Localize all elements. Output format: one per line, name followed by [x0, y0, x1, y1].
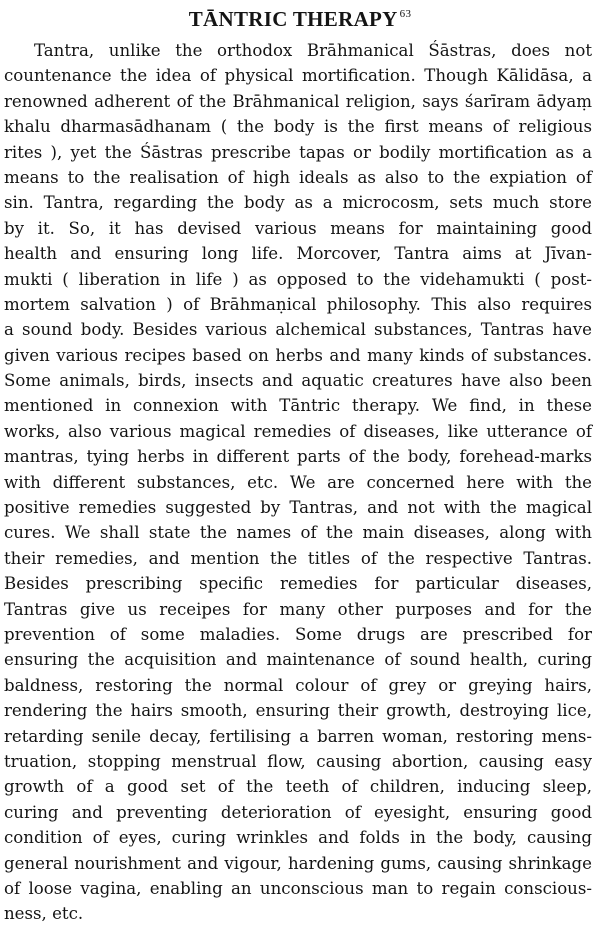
text-line: truation, stopping menstrual flow, causing abortion, causing easy [4, 751, 592, 771]
text-line: Tantras give us receipes for many other purposes and for the [4, 599, 592, 619]
text-line: prevention of some maladies. Some drugs are prescribed for [4, 624, 592, 644]
footnote-marker: 63 [399, 8, 412, 20]
text-line: by it. So, it has devised various means for maintaining good [4, 218, 592, 238]
text-line: condition of eyes, curing wrinkles and folds in the body, causing [4, 828, 592, 848]
text-line: cures. We shall state the names of the main diseases, along with [4, 523, 592, 543]
text-line: growth of a good set of the teeth of children, inducing sleep, [4, 777, 592, 797]
text-line: sin. Tantra, regarding the body as a microcosm, sets much store [4, 193, 592, 213]
text-line: khalu dharmasādhanam ( the body is the first means of religious [4, 117, 592, 137]
text-line: ensuring the acquisition and maintenance of sound health, curing [4, 650, 592, 670]
text-line: their remedies, and mention the titles of the respective Tantras. [4, 548, 592, 568]
text-line: of loose vagina, enabling an unconscious man to regain conscious- [4, 878, 592, 898]
page-title-text: TĀNTRIC THERAPY [188, 7, 398, 31]
text-line: given various recipes based on herbs and many kinds of substances. [4, 345, 592, 365]
text-line: mentioned in connexion with Tāntric therapy. We find, in these [4, 396, 592, 416]
text-line: rendering the hairs smooth, ensuring their growth, destroying lice, [4, 701, 592, 721]
text-line: mantras, tying herbs in different parts of the body, forehead-marks [4, 447, 592, 467]
text-line: mortem salvation ) of Brāhmaṇical philosophy. This also requires [4, 294, 592, 314]
text-line: curing and preventing deterioration of eyesight, ensuring good [4, 802, 592, 822]
text-line: a sound body. Besides various alchemical substances, Tantras have [4, 320, 592, 340]
text-line: positive remedies suggested by Tantras, and not with the magical [4, 498, 592, 518]
text-line: mukti ( liberation in life ) as opposed to the videhamukti ( post- [4, 269, 592, 289]
text-line: general nourishment and vigour, hardening gums, causing shrinkage [4, 853, 592, 873]
text-line: Tantra, unlike the orthodox Brāhmanical Śāstras, does not [34, 41, 592, 60]
text-line: means to the realisation of high ideals as also to the expiation of [4, 167, 592, 187]
text-line: renowned adherent of the Brāhmanical religion, says śarīram ādyaṃ [4, 91, 592, 111]
page-title [0, 1, 600, 32]
text-line: retarding senile decay, fertilising a barren woman, restoring mens- [4, 726, 592, 746]
text-line: health and ensuring long life. Morcover, Tantra aims at Jīvan- [4, 244, 592, 264]
text-line: works, also various magical remedies of diseases, like utterance of [4, 421, 592, 441]
text-line: rites ), yet the Śāstras prescribe tapas or bodily mortification as a [4, 142, 592, 162]
text-line: baldness, restoring the normal colour of grey or greying hairs, [4, 675, 592, 695]
text-line: with different substances, etc. We are concerned here with the [4, 472, 592, 492]
paragraph [4, 38, 592, 927]
text-line: ness, etc. [4, 904, 84, 924]
text-line: Besides prescribing specific remedies for particular diseases, [4, 574, 592, 594]
text-line: Some animals, birds, insects and aquatic creatures have also been [4, 371, 592, 391]
text-line: countenance the idea of physical mortification. Though Kālidāsa, a [4, 66, 592, 86]
